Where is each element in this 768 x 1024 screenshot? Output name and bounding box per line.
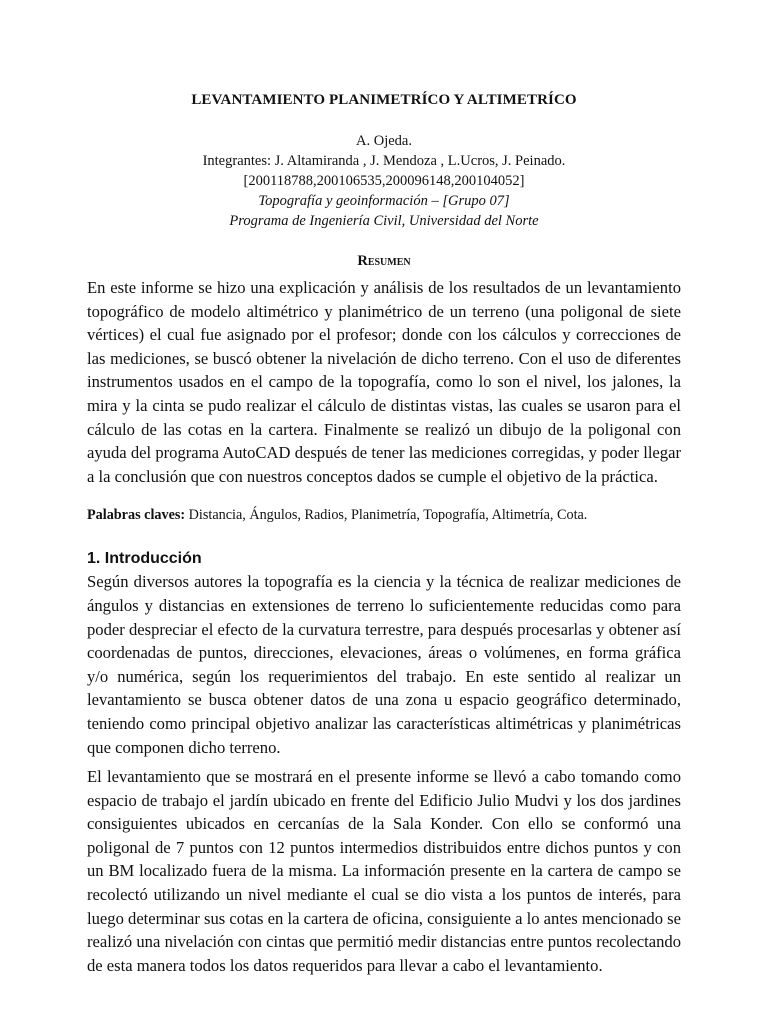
author-name: A. Ojeda. xyxy=(356,133,412,149)
keywords-text: Distancia, Ángulos, Radios, Planimetría, Topografía, Altimetría, Cota. xyxy=(185,507,588,524)
author-block xyxy=(87,131,681,231)
course-name: Topografía y geoinformación – [Grupo 07] xyxy=(258,193,510,209)
abstract-heading: Resumen xyxy=(357,253,411,269)
student-ids: [200118788,200106535,200096148,200104052] xyxy=(243,173,525,189)
intro-paragraph-2: El levantamiento que se mostrará en el presente informe se llevó a cabo tomando como espacio de trabajo el jardín ubicado en frente del Edificio Julio Mudvi y los dos jardines consiguientes ubicados en cercanías de la Sala Konder. Con ello se conformó una poligonal de 7 puntos con 12 puntos intermedios distribuidos entre dichos puntos y con un BM localizado fuera de la misma. La información presente en la cartera de campo se recolectó utilizando un nivel mediante el cual se dio vista a los puntos de interés, para luego determinar sus cotas en la cartera de oficina, consiguiente a lo antes mencionado se realizó una nivelación con cintas que permitió medir distancias entre puntos recolectando de esta manera todos los datos requeridos para llevar a cabo el levantamiento. xyxy=(87,767,681,975)
members-list: Integrantes: J. Altamiranda , J. Mendoza , L.Ucros, J. Peinado. xyxy=(202,153,566,169)
intro-paragraph-1: Según diversos autores la topografía es la ciencia y la técnica de realizar mediciones de ángulos y distancias en extensiones de terreno lo suficientemente reducidas como para poder despreciar el efecto de la curvatura terrestre, para después procesarlas y obtener así coordenadas de puntos, direcciones, elevaciones, áreas o volúmenes, en forma gráfica y/o numérica, según los requerimientos del trabajo. En este sentido al realizar un levantamiento se busca obtener datos de una zona u espacio geográfico determinado, teniendo como principal objetivo analizar las características altimétricas y planimétricas que componen dicho terreno. xyxy=(87,572,681,757)
keywords-label: Palabras claves: xyxy=(87,507,186,524)
abstract-text: En este informe se hizo una explicación y análisis de los resultados de un levantamiento topográfico de modelo altimétrico y planimétrico de un terreno (una poligonal de siete vértices) el cual fue asignado por el profesor; donde con los cálculos y correcciones de las mediciones, se buscó obtener la nivelación de dicho terreno. Con el uso de diferentes instrumentos usados en el campo de la topografía, como lo son el nivel, los jalones, la mira y la cinta se pudo realizar el cálculo de distintas vistas, las cuales se usaron para el cálculo de las cotas en la cartera. Finalmente se realizó un dibujo de la poligonal con ayuda del programa AutoCAD después de tener las mediciones corregidas, y poder llegar a la conclusión que con nuestros conceptos dados se cumple el objetivo de la práctica. xyxy=(87,278,681,486)
keywords-line xyxy=(87,507,681,524)
paper-title: LEVANTAMIENTO PLANIMETRÍCO Y ALTIMETRÍCO xyxy=(191,92,577,108)
program-name: Programa de Ingeniería Civil, Universidad del Norte xyxy=(229,213,539,229)
intro-heading: 1. Introducción xyxy=(87,550,202,568)
